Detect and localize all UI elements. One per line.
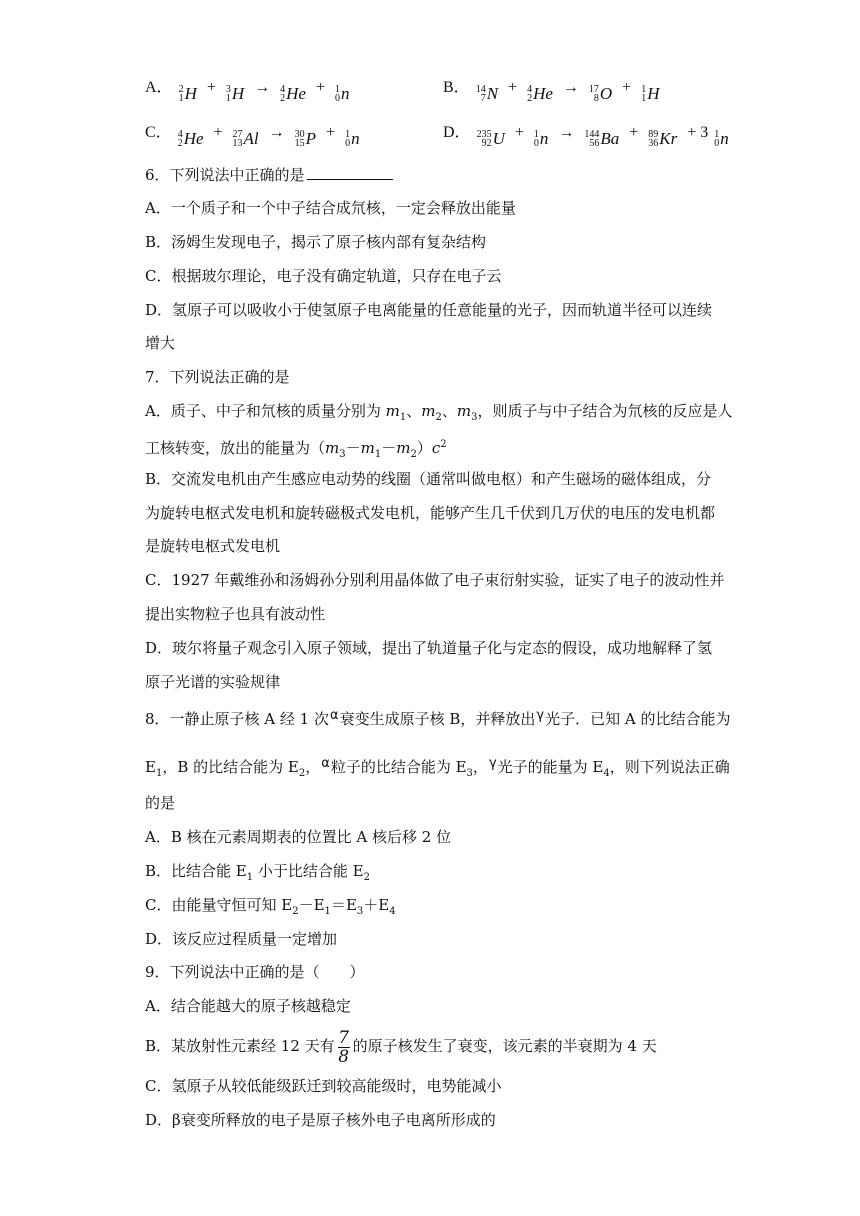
arrow-icon: → <box>558 124 575 141</box>
nuclide: 1 0 n <box>335 84 350 104</box>
q7-option-a[interactable]: A．质子、中子和氘核的质量分别为 $m_1$、$m_2$、$m_3$，则质子与中子结合为氘核的反应是人 <box>145 402 733 423</box>
q8-stem-line1: 8．一静止原子核 A 经 1 次α衰变生成原子核 B，并释放出γ光子．已知 A 的比结合能为 <box>145 708 731 728</box>
nuclide: 30 15 P <box>294 129 317 149</box>
q9-option-c[interactable]: C．氢原子从较低能级跃迁到较高能级时，电势能减小 <box>145 1077 502 1095</box>
q9-option-a[interactable]: A．结合能越大的原子核越稳定 <box>145 997 351 1015</box>
nuclide: 1 0 n <box>533 129 549 149</box>
alpha-symbol: α <box>321 756 330 771</box>
gamma-symbol: γ <box>536 708 545 723</box>
q6-option-c[interactable]: C．根据玻尔理论，电子没有确定轨道，只存在电子云 <box>145 267 502 285</box>
q8-option-d[interactable]: D．该反应过程质量一定增加 <box>145 930 338 948</box>
alpha-symbol: α <box>330 708 339 723</box>
nuclide: 17 8 O <box>588 84 613 104</box>
q8-option-b[interactable]: B．比结合能 $E_1$ 小于比结合能 $E_2$ <box>145 862 370 883</box>
q9-stem: 9．下列说法中正确的是（ ） <box>145 963 365 981</box>
nuclide: 3 1 H <box>225 84 245 104</box>
q6-option-b[interactable]: B．汤姆生发现电子，揭示了原子核内部有复杂结构 <box>145 233 487 251</box>
q8-stem-line3: 的是 <box>145 794 176 812</box>
q7-option-c-cont: 提出实物粒子也具有波动性 <box>145 605 326 623</box>
option-label: B． <box>443 79 470 96</box>
nuclide: 27 13 Al <box>232 129 259 149</box>
q8-option-a[interactable]: A．B 核在元素周期表的位置比 A 核后移 2 位 <box>145 828 452 846</box>
q7-option-a-cont: 工核转变，放出的能量为$(m_3-m_1-m_2)c^2$ <box>145 439 447 460</box>
q6-option-d[interactable]: D．氢原子可以吸收小于使氢原子电离能量的任意能量的光子，因而轨道半径可以连续 <box>145 301 713 319</box>
plus-sign: + <box>206 79 216 96</box>
nuclide: 4 2 He <box>177 129 204 149</box>
q7-stem: 7．下列说法正确的是 <box>145 368 290 386</box>
q5-option-c[interactable] <box>145 122 362 150</box>
plus-sign: + <box>326 124 336 141</box>
q7-option-b-cont2: 是旋转电枢式发电机 <box>145 537 281 555</box>
q5-option-d[interactable] <box>443 122 731 150</box>
q7-option-b-cont: 为旋转电枢式发电机和旋转磁极式发电机，能够产生几千伏到几万伏的电压的发电机都 <box>145 504 716 522</box>
plus-sign: + <box>213 124 223 141</box>
nuclide: 1 0 n <box>345 129 360 149</box>
plus-sign: + <box>629 124 639 141</box>
q5-option-b[interactable] <box>443 77 661 105</box>
gamma-symbol: γ <box>488 756 497 771</box>
q6-option-d-cont: 增大 <box>145 334 176 352</box>
nuclide: 1 0 n <box>714 129 729 149</box>
q8-option-c[interactable]: C．由能量守恒可知 $E_2-E_1=E_3+E_4$ <box>145 896 396 917</box>
coefficient: 3 <box>700 124 709 141</box>
q9-option-d[interactable]: D．β衰变所释放的电子是原子核外电子电离所形成的 <box>145 1111 496 1129</box>
q6-stem: 6．下列说法中正确的是 <box>145 164 393 186</box>
plus-sign: + <box>508 79 518 96</box>
plus-sign: + <box>687 124 697 141</box>
q9-option-b[interactable]: B．某放射性元素经 12 天有 $\frac{7}{8}$ 的原子核发生了衰变，该元素的半衰期为 4 天 <box>145 1027 657 1067</box>
nuclide: 14 7 N <box>475 84 499 104</box>
nuclide: 4 2 He <box>527 84 553 104</box>
answer-blank[interactable] <box>307 165 393 180</box>
nuclide: 144 56 Ba <box>584 129 620 149</box>
option-label: C． <box>145 124 172 141</box>
nuclide: 4 2 He <box>280 84 306 104</box>
q7-option-d[interactable]: D．玻尔将量子观念引入原子领域，提出了轨道量子化与定态的假设，成功地解释了氢 <box>145 639 713 657</box>
option-label: D． <box>443 124 471 141</box>
plus-sign: + <box>514 124 524 141</box>
plus-sign: + <box>315 79 326 96</box>
q7-option-c[interactable]: C．1927 年戴维孙和汤姆孙分别利用晶体做了电子束衍射实验，证实了电子的波动性并 <box>145 571 725 589</box>
fraction: $\frac{7}{8}$ <box>338 1027 350 1067</box>
q5-option-a[interactable] <box>145 77 352 105</box>
arrow-icon: → <box>254 79 271 96</box>
arrow-icon: → <box>562 79 579 96</box>
plus-sign: + <box>622 79 632 96</box>
nuclide: 235 92 U <box>476 129 505 149</box>
nuclide: 1 1 H <box>641 84 660 104</box>
option-label: A． <box>145 79 173 96</box>
q7-option-d-cont: 原子光谱的实验规律 <box>145 673 281 691</box>
arrow-icon: → <box>268 124 285 141</box>
q6-option-a[interactable]: A．一个质子和一个中子结合成氘核，一定会释放出能量 <box>145 199 516 217</box>
q8-stem-line2: $E_1$，B 的比结合能为 $E_2$，α粒子的比结合能为 $E_3$，γ光子的能量为 $E_4$，则下列说法正确 <box>145 756 730 779</box>
nuclide: 2 1 H <box>178 84 197 104</box>
nuclide: 89 36 Kr <box>648 129 678 149</box>
q7-option-b[interactable]: B．交流发电机由产生感应电动势的线圈（通常叫做电枢）和产生磁场的磁体组成，分 <box>145 470 712 488</box>
